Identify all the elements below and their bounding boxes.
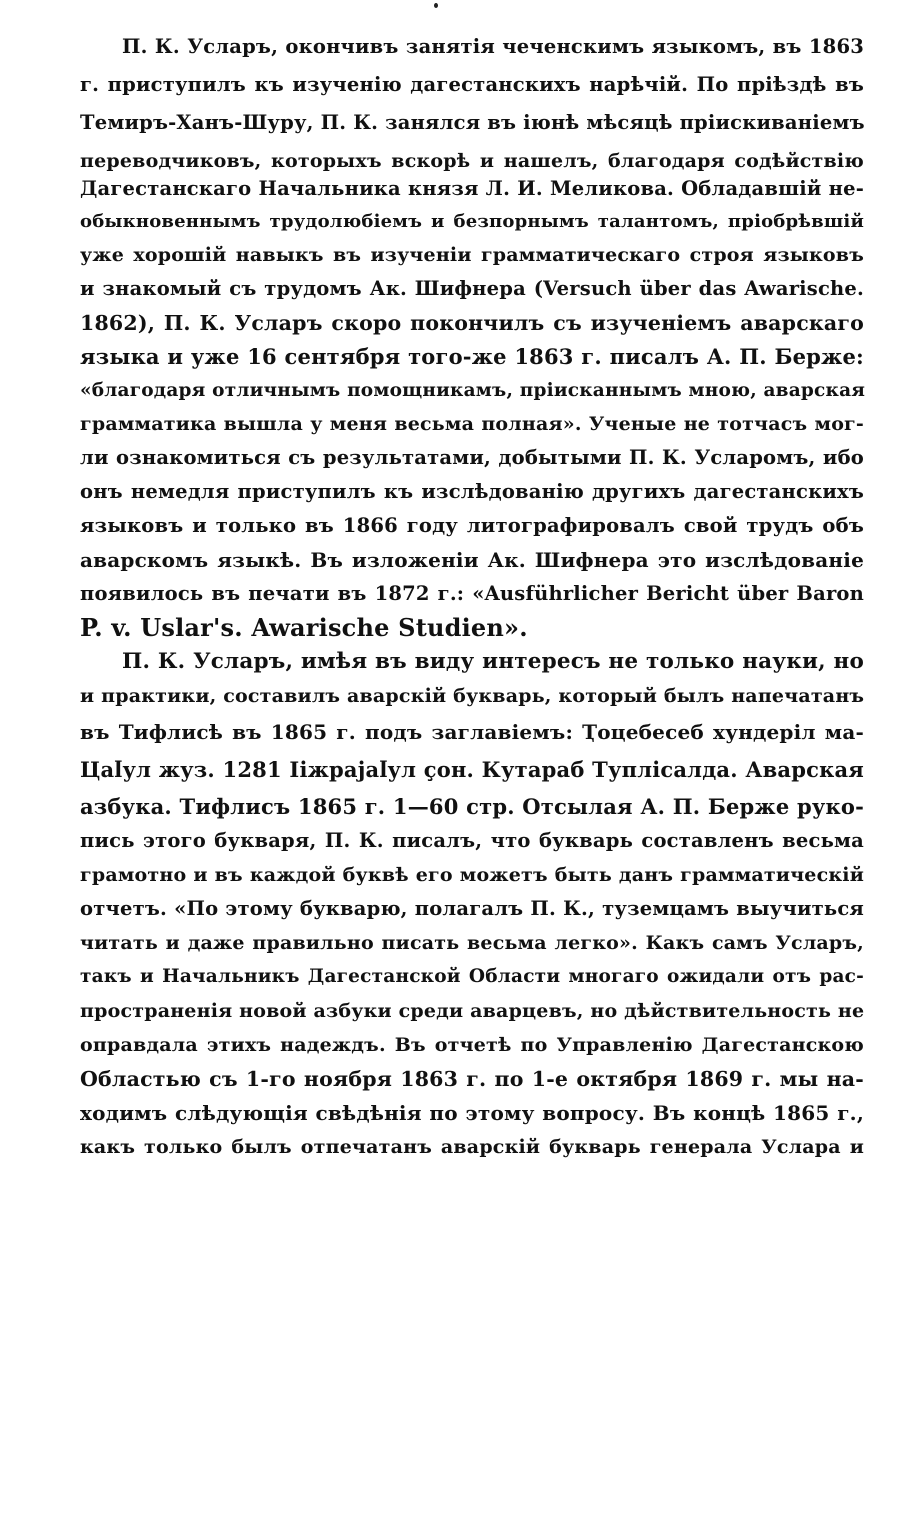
text-line: появилось въ печати въ 1872 г.: «Ausführlicher Bericht über Baron bbox=[80, 582, 864, 605]
text-line: П. К. Усларъ, имѣя въ виду интересъ не только науки, но bbox=[122, 649, 864, 674]
text-line: отчетъ. «По этому букварю, полагалъ П. К., туземцамъ выучиться bbox=[80, 897, 864, 920]
text-line: 1862), П. К. Усларъ скоро покончилъ съ изученіемъ аварскаго bbox=[80, 311, 864, 335]
text-line: уже хорошій навыкъ въ изученіи грамматическаго строя языковъ bbox=[80, 244, 864, 266]
text-line: языковъ и только въ 1866 году литографировалъ свой трудъ объ bbox=[80, 514, 864, 537]
text-line: переводчиковъ, которыхъ вскорѣ и нашелъ, благодаря содѣйствію bbox=[80, 150, 864, 172]
text-line: такъ и Начальникъ Дагестанской Области многаго ожидали отъ рас- bbox=[80, 966, 864, 987]
text-line: грамматика вышла у меня весьма полная». Ученые не тотчасъ мог- bbox=[80, 413, 864, 435]
text-line: Цаӏул жуз. 1281 Ӏіжраjаӏул ҫон. Кутараб Туплісалда. Аварская bbox=[80, 757, 864, 782]
text-line: ходимъ слѣдующія свѣдѣнія по этому вопросу. Въ концѣ 1865 г., bbox=[80, 1101, 864, 1125]
text-line: пись этого букваря, П. К. писалъ, что букварь составленъ весьма bbox=[80, 829, 864, 852]
text-line: П. К. Усларъ, окончивъ занятія чеченскимъ языкомъ, въ 1863 bbox=[122, 35, 864, 58]
text-line: читать и даже правильно писать весьма легко». Какъ самъ Усларъ, bbox=[80, 932, 864, 954]
text-line: оправдала этихъ надеждъ. Въ отчетѣ по Управленію Дагестанскою bbox=[80, 1034, 864, 1056]
text-line: P. v. Uslar's. Awarische Studien». bbox=[80, 613, 528, 642]
text-line: грамотно и въ каждой буквѣ его можетъ быть данъ грамматическій bbox=[80, 864, 864, 886]
text-line: Областью съ 1-го ноября 1863 г. по 1-е октября 1869 г. мы на- bbox=[80, 1067, 864, 1091]
text-line: Дагестанскаго Начальника князя Л. И. Меликова. Обладавшій не- bbox=[80, 177, 864, 200]
text-line: языка и уже 16 сентября того-же 1863 г. писалъ А. П. Берже: bbox=[80, 344, 864, 369]
text-line: аварскомъ языкѣ. Въ изложеніи Ак. Шифнера это изслѣдованіе bbox=[80, 548, 864, 572]
text-line: и практики, составилъ аварскій букварь, который былъ напечатанъ bbox=[80, 685, 865, 707]
text-line: азбука. Тифлисъ 1865 г. 1—60 стр. Отсылая А. П. Берже руко- bbox=[80, 794, 864, 819]
text-line: въ Тифлисѣ въ 1865 г. подъ заглавіемъ: Ҭоцебесеб хундеріл ма- bbox=[80, 720, 864, 744]
text-line: и знакомый съ трудомъ Ак. Шифнера (Versuch über das Awarische. bbox=[80, 277, 864, 300]
text-line: онъ немедля приступилъ къ изслѣдованію другихъ дагестанскихъ bbox=[80, 480, 864, 503]
text-line: ли ознакомиться съ результатами, добытыми П. К. Усларомъ, ибо bbox=[80, 446, 864, 469]
print-speck bbox=[434, 3, 438, 8]
text-line: Темиръ-Ханъ-Шуру, П. К. занялся въ іюнѣ мѣсяцѣ пріискиваніемъ bbox=[80, 111, 865, 134]
text-line: г. приступилъ къ изученію дагестанскихъ нарѣчій. По прiѣздѣ въ bbox=[80, 73, 864, 96]
text-line: обыкновеннымъ трудолюбіемъ и безпорнымъ талантомъ, пріобрѣвшій bbox=[80, 211, 864, 232]
text-line: «благодаря отличнымъ помощникамъ, пріисканнымъ мною, аварская bbox=[80, 380, 866, 401]
text-line: какъ только былъ отпечатанъ аварскій букварь генерала Услара и bbox=[80, 1136, 864, 1158]
text-line: пространенія новой азбуки среди аварцевъ, но дѣйствительность не bbox=[80, 1000, 865, 1022]
